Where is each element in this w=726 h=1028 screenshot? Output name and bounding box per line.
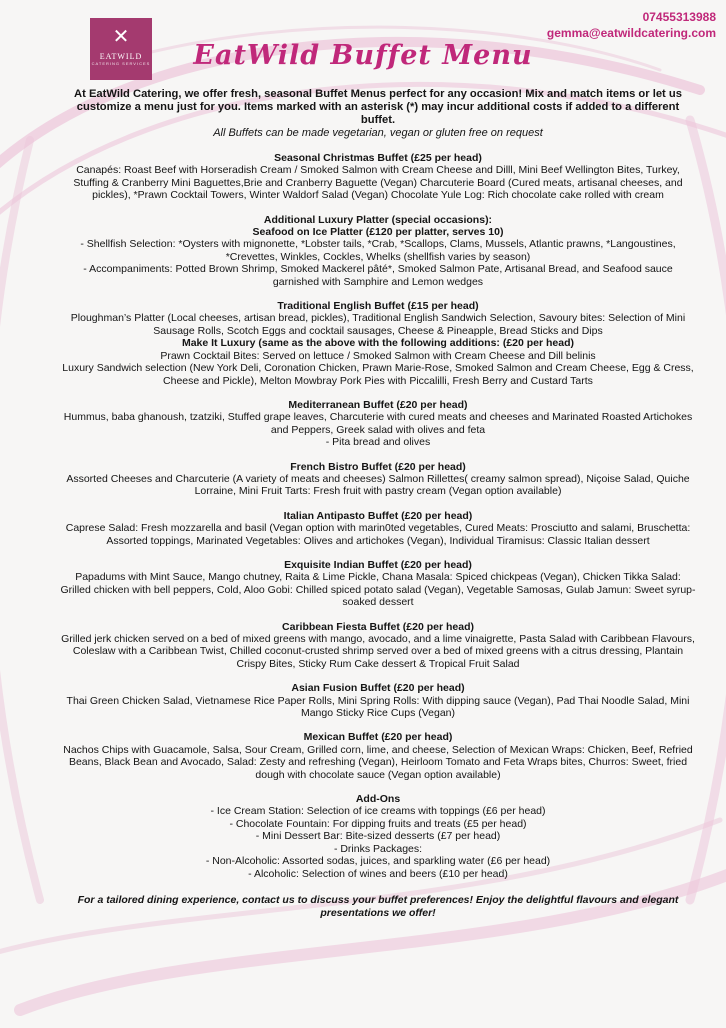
section-title: Additional Luxury Platter (special occasions):: [263, 213, 493, 226]
section-line: - Shellfish Selection: *Oysters with mignonette, *Lobster tails, *Crab, *Scallops, Clams, Mussels, Atlantic prawns, *Langoustines, *Crevettes, Winkles, Cockles, Whelks (shellfish varies by season): [80, 238, 676, 263]
section-title: Italian Antipasto Buffet (£20 per head): [283, 509, 473, 522]
section-indian: [60, 559, 696, 609]
section-line: - Chocolate Fountain: For dipping fruits and treats (£5 per head): [229, 817, 527, 830]
logo-subtext: CATERING SERVICES: [91, 61, 151, 66]
menu-content: [60, 88, 696, 920]
intro-text: At EatWild Catering, we offer fresh, seasonal Buffet Menus perfect for any occasion! Mix and match items or let us customize a menu just for you. Items marked with an asterisk (*) may incur additional costs if added to a different buffet.: [74, 88, 682, 126]
dietary-note: All Buffets can be made vegetarian, vegan or gluten free on request: [213, 127, 543, 139]
section-line: Canapés: Roast Beef with Horseradish Cream / Smoked Salmon with Cream Cheese and Dilll, Mini Beef Wellington Bites, Turkey, Stuffing & Cranberry Mini Baguettes,Brie and Cranberry Baguette (Vegan) Charcuterie Board (Cured meats, artisanal cheeses, and pickles), *Prawn Cocktail Towers, Winter Waldorf Salad (Vegan) Chocolate Yule Log: Rich chocolate cake rolled with cream: [73, 164, 683, 202]
section-line: - Alcoholic: Selection of wines and beers (£10 per head): [248, 867, 508, 880]
cutlery-icon: ✕: [112, 26, 130, 48]
section-line: Assorted Cheeses and Charcuterie (A variety of meats and cheeses) Salmon Rillettes( creamy salmon spread), Niçoise Salad, Quiche Lorraine, Mini Fruit Tarts: Fresh fruit with pastry cream (Vegan option available): [66, 472, 690, 498]
section-line: Caprese Salad: Fresh mozzarella and basil (Vegan option with marin0ted vegetables, Cured Meats: Prosciutto and salami, Bruschetta: Assorted toppings, Marinated Vegetables: Olives and artichokes (Vegan), Individual Tiramisus: Classic Italian dessert: [65, 522, 691, 547]
section-subtitle: Make It Luxury (same as the above with the following additions: (£20 per head): [181, 337, 575, 350]
section-title: French Bistro Buffet (£20 per head): [290, 460, 466, 473]
section-french: [60, 461, 696, 498]
section-english: [60, 300, 696, 387]
section-mediterranean: [60, 399, 696, 449]
phone-number[interactable]: 07455313988: [642, 10, 716, 24]
section-title: Caribbean Fiesta Buffet (£20 per head): [282, 620, 474, 633]
section-title: Traditional English Buffet (£15 per head): [277, 300, 479, 313]
section-line: Ploughman’s Platter (Local cheeses, artisan bread, pickles), Traditional English Sandwich Selection, Savoury bites: Selection of Mini Sausage Rolls, Scotch Eggs and cocktail sausages, Cheese & Pineapple, Bread Sticks and Dips: [70, 312, 686, 337]
section-title: Add-Ons: [355, 793, 401, 806]
section-line: - Ice Cream Station: Selection of ice creams with toppings (£6 per head): [210, 805, 546, 818]
section-line: Prawn Cocktail Bites: Served on lettuce / Smoked Salmon with Cream Cheese and Dill belinis: [160, 349, 596, 362]
section-christmas: [60, 152, 696, 202]
section-asian: [60, 682, 696, 719]
section-subtitle: Seafood on Ice Platter (£120 per platter, serves 10): [252, 226, 504, 239]
section-title: Mediterranean Buffet (£20 per head): [288, 398, 468, 411]
section-line: - Drinks Packages:: [333, 842, 423, 855]
section-line: - Pita bread and olives: [325, 436, 431, 449]
section-addons: [60, 793, 696, 880]
section-line: - Mini Dessert Bar: Bite-sized desserts (£7 per head): [255, 830, 501, 843]
logo-text: EATWILD: [99, 52, 143, 61]
email-address[interactable]: gemma@eatwildcatering.com: [546, 26, 716, 40]
section-line: Grilled jerk chicken served on a bed of mixed greens with mango, avocado, and a lime vinaigrette, Pasta Salad with Caribbean Flavours, Coleslaw with a Caribbean Twist, Chilled coconut-crusted shrimp served over a bed of mixed greens with a citrus dressing, Plantain Crispy Bites, Sticky Rum Cake dessert & Tropical Fruit Salad: [61, 633, 695, 670]
section-line: Thai Green Chicken Salad, Vietnamese Rice Paper Rolls, Mini Spring Rolls: With dipping sauce (Vegan), Pad Thai Noodle Salad, Mini Mango Sticky Rice Cups (Vegan): [66, 694, 690, 720]
section-line: Nachos Chips with Guacamole, Salsa, Sour Cream, Grilled corn, lime, and cheese, Selection of Mexican Wraps: Chicken, Beef, Refried Beans, Black Bean and Avocado, Salad: Zesty and refreshing (Vegan), Heirloom Tomato and Feta Wraps bites, Churros: Sweet, fried dough with chocolate sauce (Vegan option available): [63, 743, 693, 781]
section-title: Exquisite Indian Buffet (£20 per head): [284, 558, 472, 571]
section-title: Seasonal Christmas Buffet (£25 per head): [274, 152, 482, 164]
section-caribbean: [60, 621, 696, 671]
contact-info: [547, 9, 716, 41]
section-luxury-platter: [60, 214, 696, 288]
section-mexican: [60, 731, 696, 781]
closing-text: For a tailored dining experience, contact us to discuss your buffet preferences! Enjoy the delightful flavours and elegant presentations we offer!: [77, 893, 679, 919]
section-line: Luxury Sandwich selection (New York Deli, Coronation Chicken, Prawn Marie-Rose, Smoked Salmon and Cream Cheese, Egg & Cress, Cheese and Pickle), Melton Mowbray Pork Pies with Piccalilli, Fresh Berry and Custard Tarts: [62, 362, 694, 387]
section-line: Hummus, baba ghanoush, tzatziki, Stuffed grape leaves, Charcuterie with cured meats and cheeses and Marinated Roasted Artichokes and Peppers, Greek salad with olives and feta: [63, 411, 693, 436]
section-line: Papadums with Mint Sauce, Mango chutney, Raita & Lime Pickle, Chana Masala: Spiced chickpeas (Vegan), Chicken Tikka Salad: Grilled chicken with bell peppers, Cold, Aloo Gobi: Chilled spiced potato salad (Vegan), Vegetable Samosas, Gulab Jamun: Sweet syrup-soaked dessert: [60, 571, 696, 609]
section-line: - Non-Alcoholic: Assorted sodas, juices, and sparkling water (£6 per head): [205, 855, 551, 868]
page-title: EatWild Buffet Menu: [193, 40, 533, 71]
section-title: Asian Fusion Buffet (£20 per head): [291, 682, 465, 695]
section-line: - Accompaniments: Potted Brown Shrimp, Smoked Mackerel pâté*, Smoked Salmon Pate, Artisanal Bread, and Seafood sauce garnished with Samphire and Lemon wedges: [83, 263, 673, 288]
section-title: Mexican Buffet (£20 per head): [303, 731, 453, 744]
section-italian: [60, 510, 696, 547]
